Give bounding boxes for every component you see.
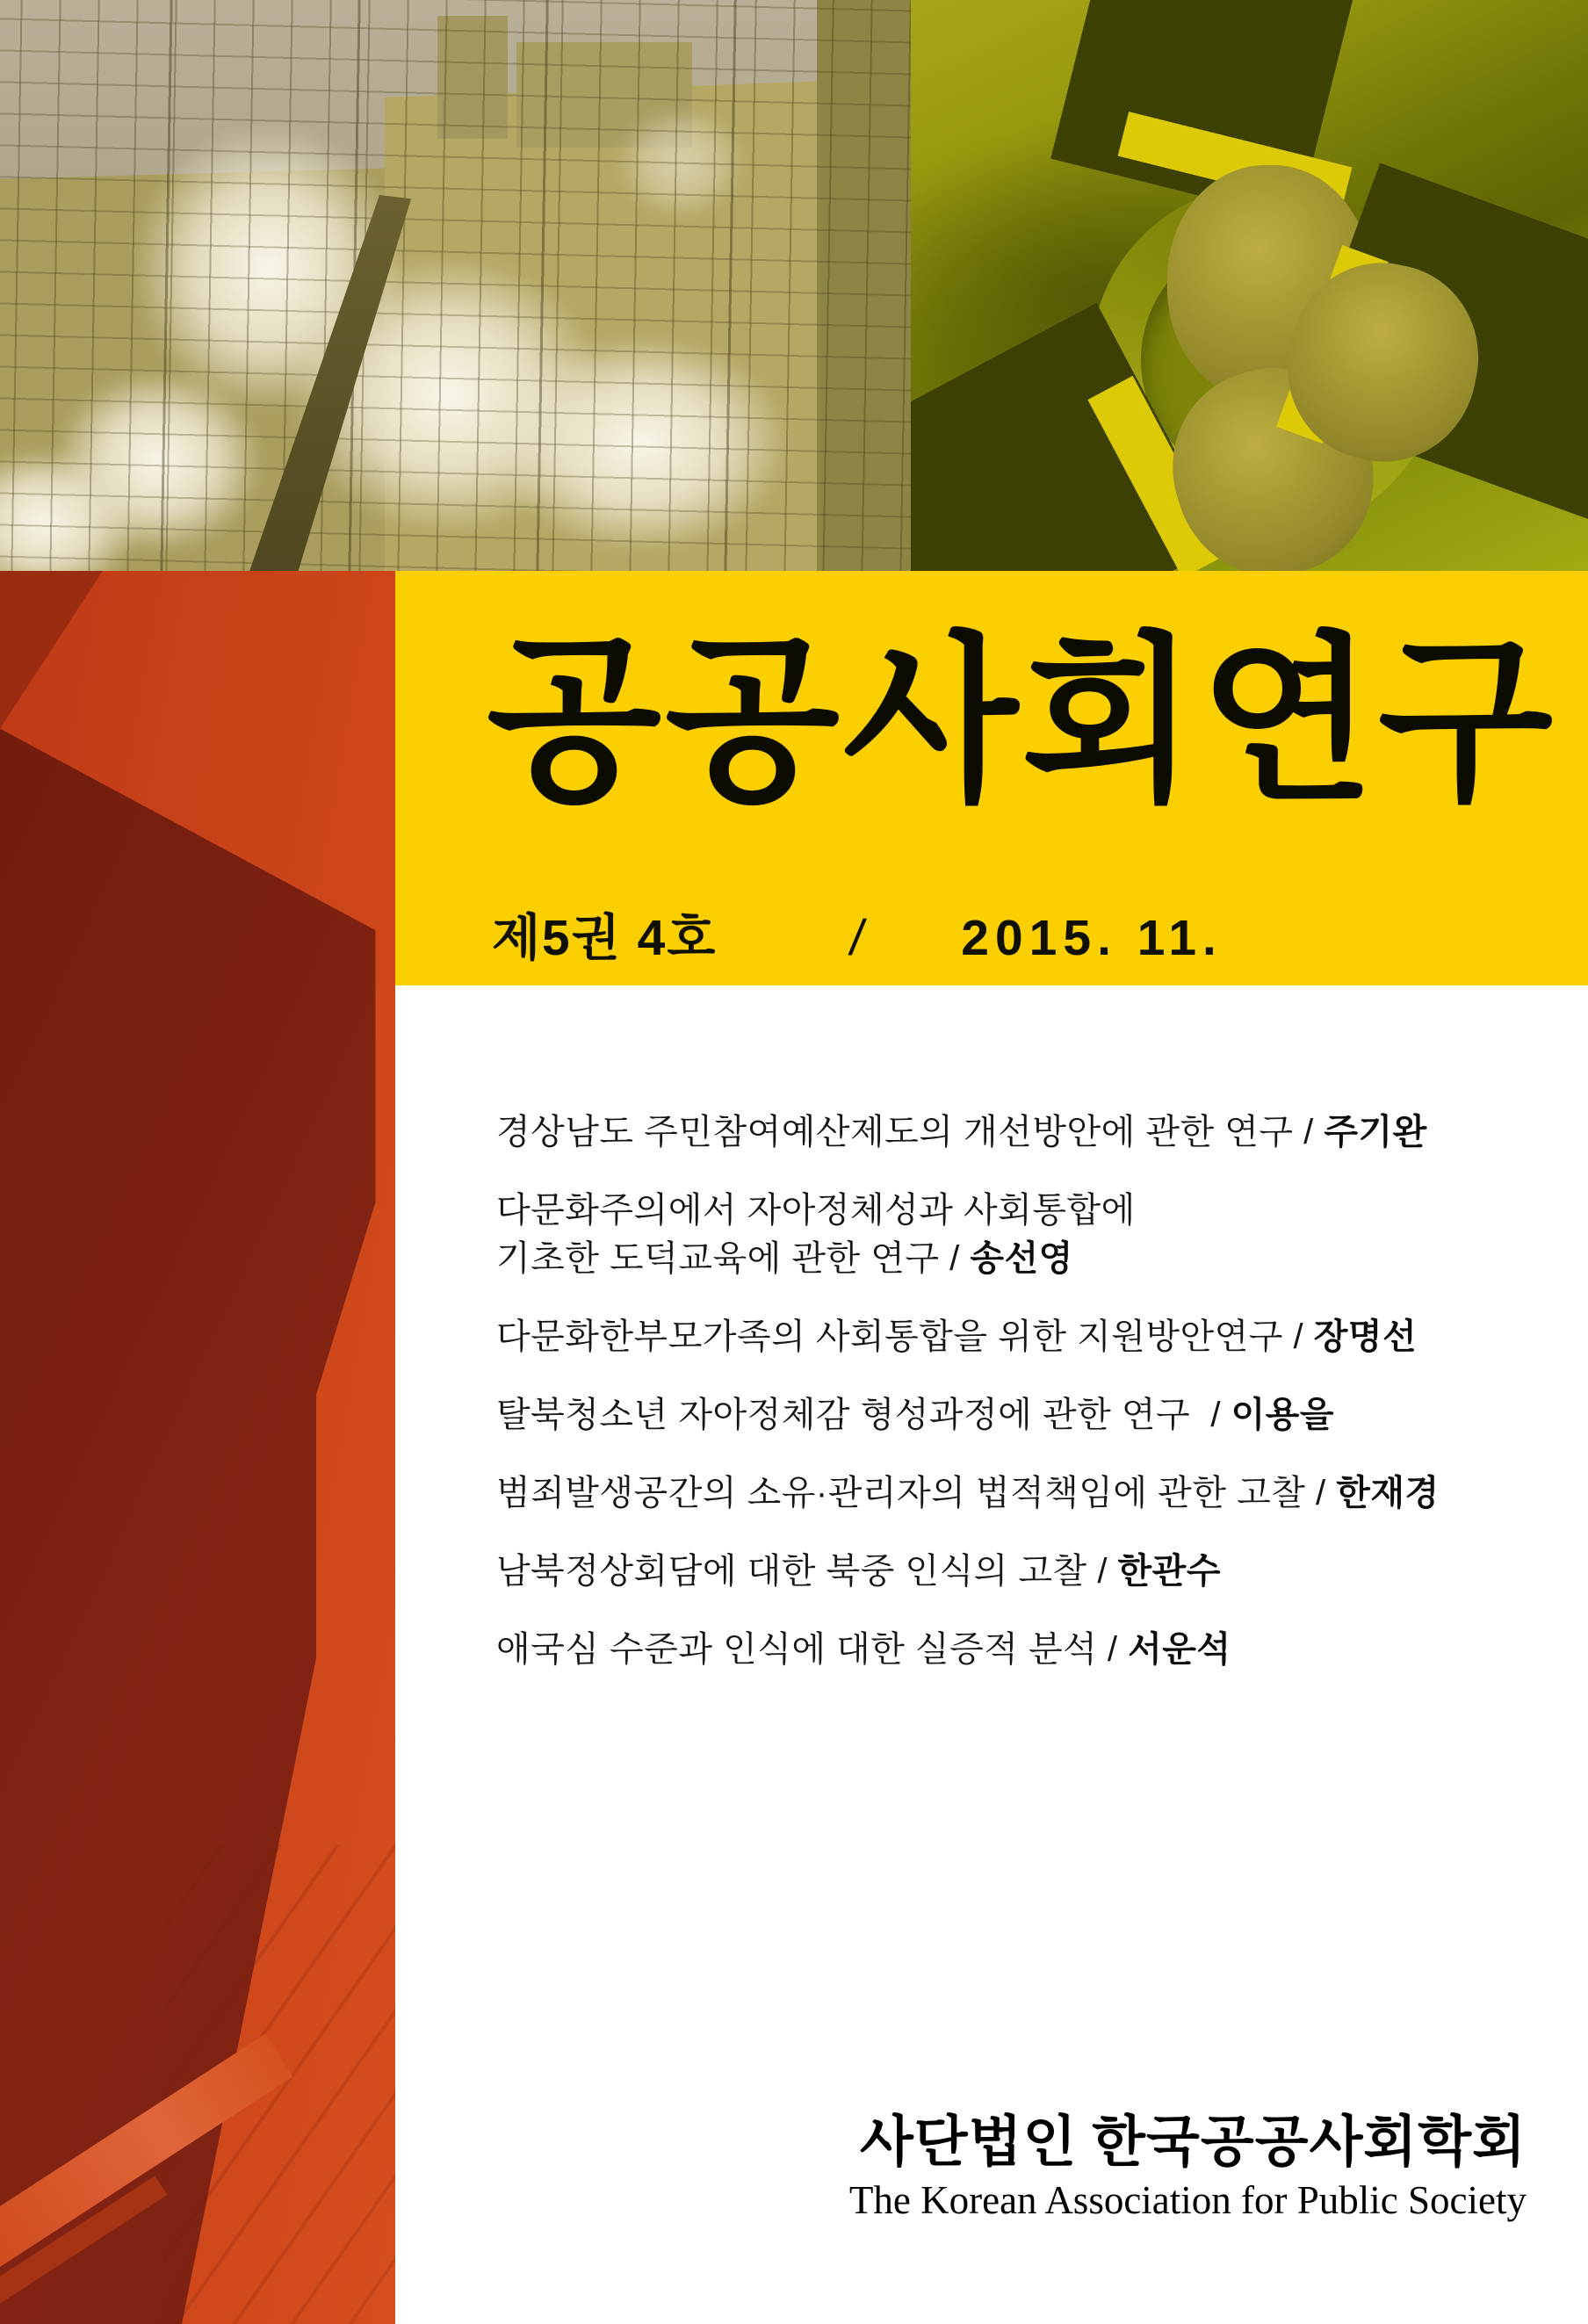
author-name: 송선영 — [970, 1239, 1073, 1278]
author-name: 이용을 — [1231, 1396, 1334, 1434]
toc-line — [496, 1548, 1506, 1596]
title-author-separator: / — [1086, 1552, 1118, 1591]
window-grid — [0, 0, 911, 571]
toc-entry — [496, 1313, 1506, 1361]
toc-entry — [496, 1187, 1506, 1283]
toc-entry — [496, 1469, 1506, 1518]
issue-line — [492, 898, 1223, 970]
glass-building-clouds-photo — [0, 0, 911, 571]
title-author-separator: / — [1097, 1630, 1129, 1669]
article-title: 범죄발생공간의 소유·관리자의 법적책임에 관한 고찰 — [496, 1474, 1306, 1512]
toc-line — [496, 1391, 1506, 1440]
article-title: 남북정상회담에 대한 북중 인식의 고찰 — [496, 1552, 1087, 1591]
toc-line — [496, 1469, 1506, 1518]
issue-separator: / — [846, 910, 870, 966]
toc-line — [496, 1108, 1506, 1157]
title-banner — [395, 571, 1588, 985]
toc-line — [496, 1626, 1506, 1674]
author-name: 서운석 — [1128, 1630, 1231, 1669]
journal-title: 공공사회연구 — [487, 620, 1556, 822]
toc-entry — [496, 1626, 1506, 1674]
toc-line — [496, 1313, 1506, 1361]
article-title: 애국심 수준과 인식에 대한 실증적 분석 — [496, 1630, 1098, 1669]
toc-entry — [496, 1548, 1506, 1596]
toc-entry — [496, 1391, 1506, 1440]
publisher-block — [849, 2108, 1527, 2222]
hands-holding-ring-photo — [911, 0, 1588, 571]
issue-date: 2015. 11. — [961, 910, 1223, 966]
author-name: 한재경 — [1336, 1474, 1440, 1512]
title-author-separator: / — [1305, 1474, 1337, 1512]
title-author-separator: / — [939, 1239, 971, 1278]
publisher-english: The Korean Association for Public Society — [848, 2177, 1527, 2222]
author-name: 주기완 — [1324, 1113, 1427, 1151]
title-author-separator: / — [1293, 1113, 1325, 1151]
table-of-contents — [496, 1108, 1506, 1704]
title-author-separator: / — [1190, 1396, 1231, 1434]
article-title: 경상남도 주민참여예산제도의 개선방안에 관한 연구 — [496, 1113, 1294, 1151]
red-building-photo — [0, 571, 395, 2324]
issue-volume: 제5권 4호 — [492, 910, 718, 966]
author-name: 한관수 — [1117, 1552, 1221, 1591]
author-name: 장명선 — [1313, 1317, 1418, 1356]
article-title: 기초한 도덕교육에 관한 연구 — [496, 1239, 940, 1278]
article-title: 다문화한부모가족의 사회통합을 위한 지원방안연구 — [496, 1317, 1283, 1356]
toc-entry — [496, 1108, 1506, 1157]
toc-line — [496, 1235, 1506, 1283]
toc-line: 다문화주의에서 자아정체성과 사회통합에 — [496, 1191, 1136, 1230]
title-author-separator: / — [1282, 1317, 1314, 1356]
article-title: 탈북청소년 자아정체감 형성과정에 관한 연구 — [496, 1396, 1191, 1434]
publisher-korean: 사단법인 한국공공사회학회 — [859, 2111, 1527, 2173]
